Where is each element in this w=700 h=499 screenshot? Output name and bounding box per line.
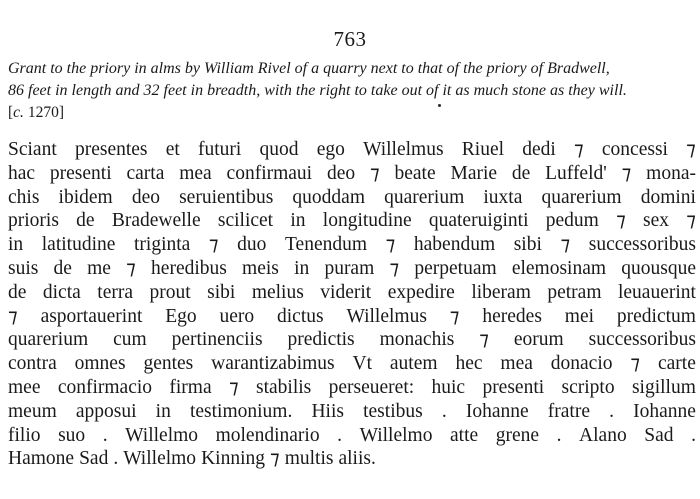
document-summary [8, 58, 696, 124]
charter-line [8, 424, 696, 448]
charter-word: multis [284, 448, 334, 470]
charter-word: Hiis [311, 400, 344, 422]
charter-word: Willelmo [125, 424, 199, 446]
charter-word: carta [126, 162, 165, 184]
charter-word: molendinario [215, 424, 320, 446]
charter-word: Willelmus [346, 305, 427, 327]
charter-word: puram [324, 257, 375, 279]
charter-word: . [337, 424, 343, 446]
charter-line [8, 447, 696, 471]
charter-word: elemosinam [511, 257, 607, 279]
charter-word: heredes [482, 305, 542, 327]
date-open-bracket: [ [8, 104, 14, 121]
charter-word: Iohanne [633, 400, 696, 422]
charter-word: seruientibus [179, 186, 274, 208]
charter-word: dicta [42, 281, 81, 303]
charter-word: firma [169, 376, 212, 398]
charter-word: dedi [522, 139, 556, 160]
charter-word: Kinning [201, 448, 265, 470]
charter-word: ⁊ [8, 305, 18, 327]
charter-word: latitudine [41, 234, 116, 256]
charter-word: ibidem [58, 186, 113, 208]
charter-word: Willelmo [123, 448, 197, 470]
charter-word: iuxta [483, 186, 523, 208]
charter-word: pedum [545, 210, 599, 232]
charter-word: mei [564, 305, 595, 327]
charter-word: ⁊ [269, 448, 280, 470]
charter-word: Willelmus [363, 139, 444, 160]
charter-word: Ego [165, 305, 197, 327]
charter-word: mona- [646, 162, 696, 184]
charter-word: meum [8, 400, 57, 422]
charter-word: testibus [363, 400, 423, 422]
charter-word: leuauerint [617, 281, 696, 303]
charter-word: ⁊ [449, 305, 460, 327]
charter-word: ⁊ [228, 376, 239, 398]
charter-word: ⁊ [208, 234, 219, 256]
charter-line [8, 305, 696, 329]
charter-word: hac [8, 162, 36, 184]
charter-word: quarerium [384, 186, 465, 208]
charter-word: ⁊ [479, 329, 489, 351]
charter-line [8, 138, 696, 162]
charter-word: scilicet [217, 210, 274, 232]
date-year: 1270] [27, 104, 64, 121]
charter-word: successoribus [588, 329, 696, 351]
charter-word: . [113, 448, 119, 470]
charter-word: duo [237, 234, 267, 256]
charter-word: deo [326, 162, 356, 184]
charter-word: . [691, 424, 696, 446]
charter-word: uero [219, 305, 255, 327]
charter-word: Tenendum [285, 234, 368, 256]
charter-word: quousque [621, 257, 696, 279]
charter-word: hec [455, 353, 483, 375]
charter-word: donacio [550, 353, 613, 375]
charter-word: pertinenciis [171, 329, 263, 351]
charter-word: Bradewelle [111, 210, 201, 232]
charter-word: quarerium [8, 329, 89, 351]
charter-word: domini [640, 186, 696, 208]
charter-word: warantizabimus [211, 353, 335, 375]
charter-word: mee [8, 376, 41, 398]
charter-word: sigillum [631, 376, 696, 398]
charter-word: expedire [387, 281, 455, 303]
charter-word: . [609, 400, 614, 422]
charter-word: presentes [74, 139, 148, 160]
charter-word: ⁊ [126, 257, 136, 279]
charter-line [8, 400, 696, 424]
charter-line [8, 281, 696, 305]
charter-word: . [441, 400, 447, 422]
charter-word: de [511, 162, 531, 184]
charter-word: Sciant [8, 139, 57, 160]
charter-word: de [8, 281, 27, 303]
charter-word: . [556, 424, 562, 446]
charter-word: mea [500, 353, 533, 375]
charter-word: Willelmo [359, 424, 433, 446]
charter-word: quateruiginti [428, 210, 529, 232]
charter-word: de [53, 257, 72, 279]
charter-word: ⁊ [560, 234, 571, 256]
charter-word: de [76, 210, 95, 232]
charter-word: perseueret: [328, 376, 415, 398]
charter-word: suis [8, 257, 39, 279]
charter-word: quoddam [292, 186, 365, 208]
charter-word: carte [658, 353, 696, 375]
charter-word: ⁊ [686, 210, 696, 232]
charter-word: meis [242, 257, 279, 279]
charter-line [8, 328, 696, 352]
charter-word: sex [643, 210, 670, 232]
charter-word: successoribus [588, 234, 696, 256]
charter-word: ⁊ [385, 234, 396, 256]
charter-line [8, 376, 696, 400]
charter-text [8, 138, 696, 471]
charter-word: ⁊ [616, 210, 626, 232]
charter-word: predictis [287, 329, 355, 351]
charter-word: confirmacio [57, 376, 153, 398]
charter-word: presenti [49, 162, 112, 184]
charter-word: terra [97, 281, 133, 303]
charter-word: liberam [471, 281, 531, 303]
charter-word: triginta [133, 234, 191, 256]
charter-word: in [8, 234, 24, 256]
charter-word: petram [547, 281, 602, 303]
charter-word: contra [8, 353, 57, 375]
charter-word: filio [8, 424, 41, 446]
charter-line [8, 186, 696, 210]
charter-word: dictus [277, 305, 324, 327]
charter-word: Sad [79, 448, 109, 470]
charter-word: Alano [579, 424, 627, 446]
charter-word: melius [251, 281, 304, 303]
charter-word: Riuel [461, 139, 505, 160]
charter-word: cum [113, 329, 147, 351]
charter-word: predictum [616, 305, 696, 327]
charter-line [8, 162, 696, 186]
charter-word: Iohanne [465, 400, 529, 422]
charter-word: Luffeld' [545, 162, 607, 184]
charter-word: prioris [8, 210, 59, 232]
charter-word: omnes [74, 353, 126, 375]
charter-word: suo [58, 424, 86, 446]
charter-word: in [155, 400, 171, 422]
charter-word: sibi [207, 281, 236, 303]
document-number: 763 [333, 27, 367, 51]
charter-word: ego [316, 139, 345, 160]
summary-line: Grant to the priory in alms by William Rivel of a quarry next to that of the priory of Bradwell, [8, 60, 610, 77]
charter-word: eorum [513, 329, 564, 351]
charter-word: longitudine [322, 210, 412, 232]
charter-word: Vt [352, 353, 373, 375]
charter-word: concessi [601, 139, 668, 160]
charter-word: mea [179, 162, 212, 184]
charter-word: deo [131, 186, 160, 208]
charter-word: ⁊ [389, 257, 400, 279]
charter-word: Marie [450, 162, 498, 184]
charter-word: atte [450, 424, 479, 446]
charter-word: ⁊ [369, 162, 380, 184]
charter-word: ⁊ [574, 139, 584, 160]
charter-word: testimonium. [189, 400, 293, 422]
charter-word: presenti [482, 376, 545, 398]
charter-line [8, 352, 696, 376]
charter-word: . [102, 424, 108, 446]
summary-line: 86 feet in length and 32 feet in breadth, with the right to take out of it as much stone as they will. [8, 82, 627, 99]
document-date [8, 102, 696, 124]
charter-word: gentes [143, 353, 194, 375]
charter-line [8, 257, 696, 281]
charter-word: stabilis [256, 376, 312, 398]
print-speck [438, 104, 441, 107]
charter-word: heredibus [151, 257, 227, 279]
charter-word: quod [259, 139, 299, 160]
charter-word: huic [431, 376, 466, 398]
charter-line [8, 209, 696, 233]
charter-word: ⁊ [686, 139, 696, 160]
charter-word: monachis [379, 329, 455, 351]
date-circa: c. [13, 104, 24, 121]
charter-word: prout [149, 281, 191, 303]
charter-word: me [87, 257, 111, 279]
charter-word: grene [495, 424, 540, 446]
charter-line [8, 233, 696, 257]
charter-word: perpetuam [414, 257, 497, 279]
charter-word: in [290, 210, 306, 232]
charter-word: ⁊ [630, 353, 641, 375]
charter-word: habendum [413, 234, 496, 256]
charter-word: et [165, 139, 180, 160]
charter-word: quarerium [541, 186, 622, 208]
charter-word: autem [389, 353, 438, 375]
charter-word: Sad [644, 424, 674, 446]
charter-word: asportauerint [40, 305, 143, 327]
charter-word: confirmaui [226, 162, 313, 184]
charter-word: aliis. [338, 448, 376, 470]
charter-word: fratre [547, 400, 590, 422]
charter-word: in [294, 257, 310, 279]
charter-word: apposui [75, 400, 137, 422]
charter-word: ⁊ [621, 162, 632, 184]
charter-word: beate [394, 162, 436, 184]
charter-word: scripto [561, 376, 615, 398]
charter-word: sibi [513, 234, 542, 256]
charter-word: viderit [320, 281, 372, 303]
charter-word: Hamone [8, 448, 75, 470]
charter-word: chis [8, 186, 40, 208]
charter-word: futuri [198, 139, 242, 160]
